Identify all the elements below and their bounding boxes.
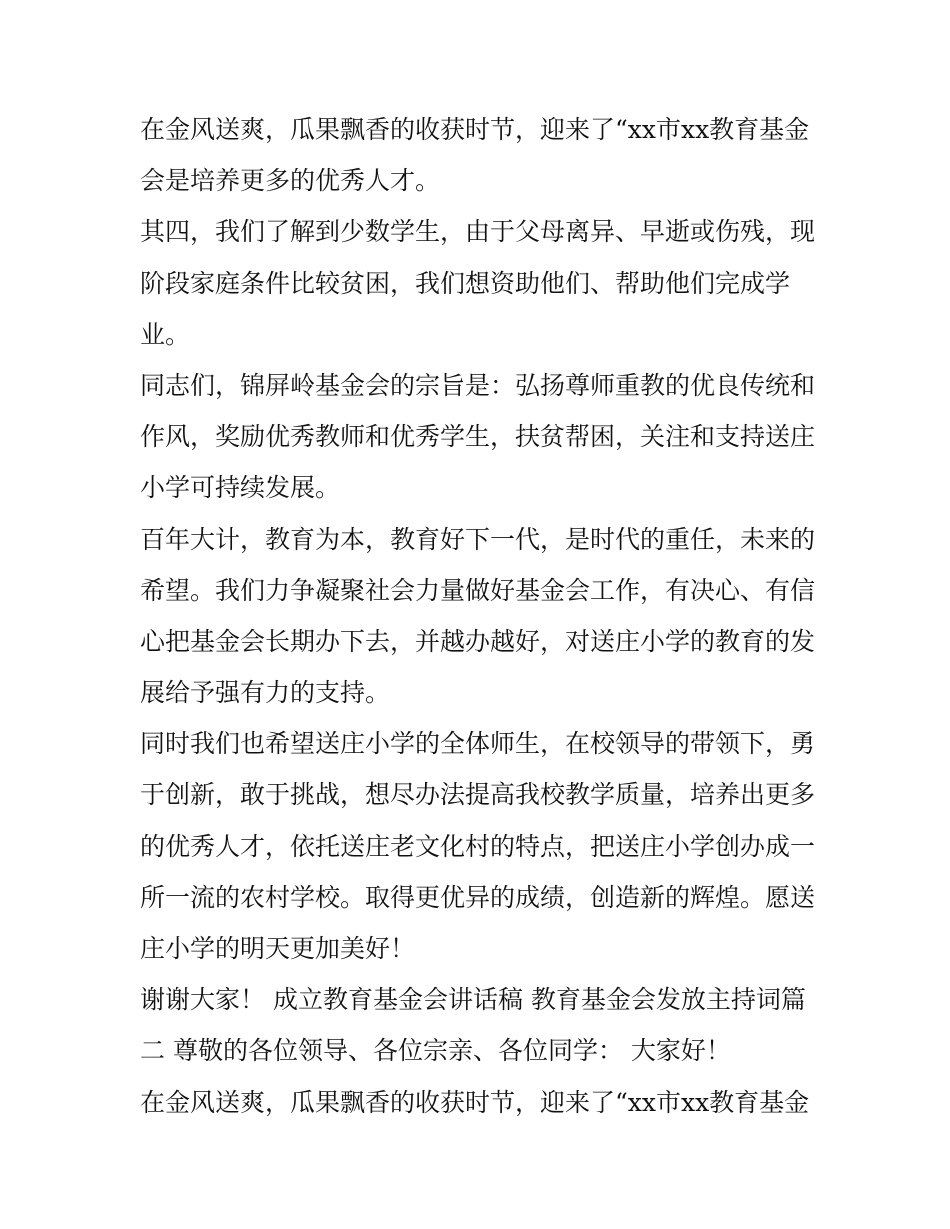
text-line: 小学可持续发展。 bbox=[140, 473, 341, 503]
text-line: 希望。我们力争凝聚社会力量做好基金会工作，有决心、有信 bbox=[140, 575, 816, 605]
text-line: 在金风送爽，瓜果飘香的收获时节，迎来了“xx市xx教育基金 bbox=[140, 1087, 810, 1117]
text-line: 谢谢大家！ 成立教育基金会讲话稿 教育基金会发放主持词篇 bbox=[140, 985, 806, 1015]
text-line: 在金风送爽，瓜果飘香的收获时节，迎来了“xx市xx教育基金 bbox=[140, 115, 810, 144]
text-line: 二 尊敬的各位领导、各位宗亲、各位同学： 大家好！ bbox=[140, 1036, 731, 1066]
text-line: 会是培养更多的优秀人才。 bbox=[140, 166, 441, 196]
text-line: 阶段家庭条件比较贫困，我们想资助他们、帮助他们完成学 bbox=[140, 268, 791, 298]
text-line: 心把基金会长期办下去，并越办越好，对送庄小学的教育的发 bbox=[140, 626, 816, 656]
text-line: 作风，奖励优秀教师和优秀学生，扶贫帮困，关注和支持送庄 bbox=[140, 422, 816, 452]
document-page bbox=[140, 104, 820, 1128]
text-line: 业。 bbox=[140, 319, 191, 349]
text-line: 百年大计，教育为本，教育好下一代，是时代的重任，未来的 bbox=[140, 524, 816, 554]
text-line: 所一流的农村学校。取得更优异的成绩，创造新的辉煌。愿送 bbox=[140, 882, 816, 912]
text-line: 的优秀人才，依托送庄老文化村的特点，把送庄小学创办成一 bbox=[140, 831, 816, 861]
text-line: 于创新，敢于挑战，想尽办法提高我校教学质量，培养出更多 bbox=[140, 780, 816, 810]
text-line: 其四，我们了解到少数学生，由于父母离异、早逝或伤残，现 bbox=[140, 217, 816, 247]
text-line: 展给予强有力的支持。 bbox=[140, 678, 391, 708]
text-line: 庄小学的明天更加美好！ bbox=[140, 934, 416, 963]
text-line: 同时我们也希望送庄小学的全体师生，在校领导的带领下，勇 bbox=[140, 729, 816, 759]
text-line: 同志们，锦屏岭基金会的宗旨是：弘扬尊师重教的优良传统和 bbox=[140, 370, 816, 400]
